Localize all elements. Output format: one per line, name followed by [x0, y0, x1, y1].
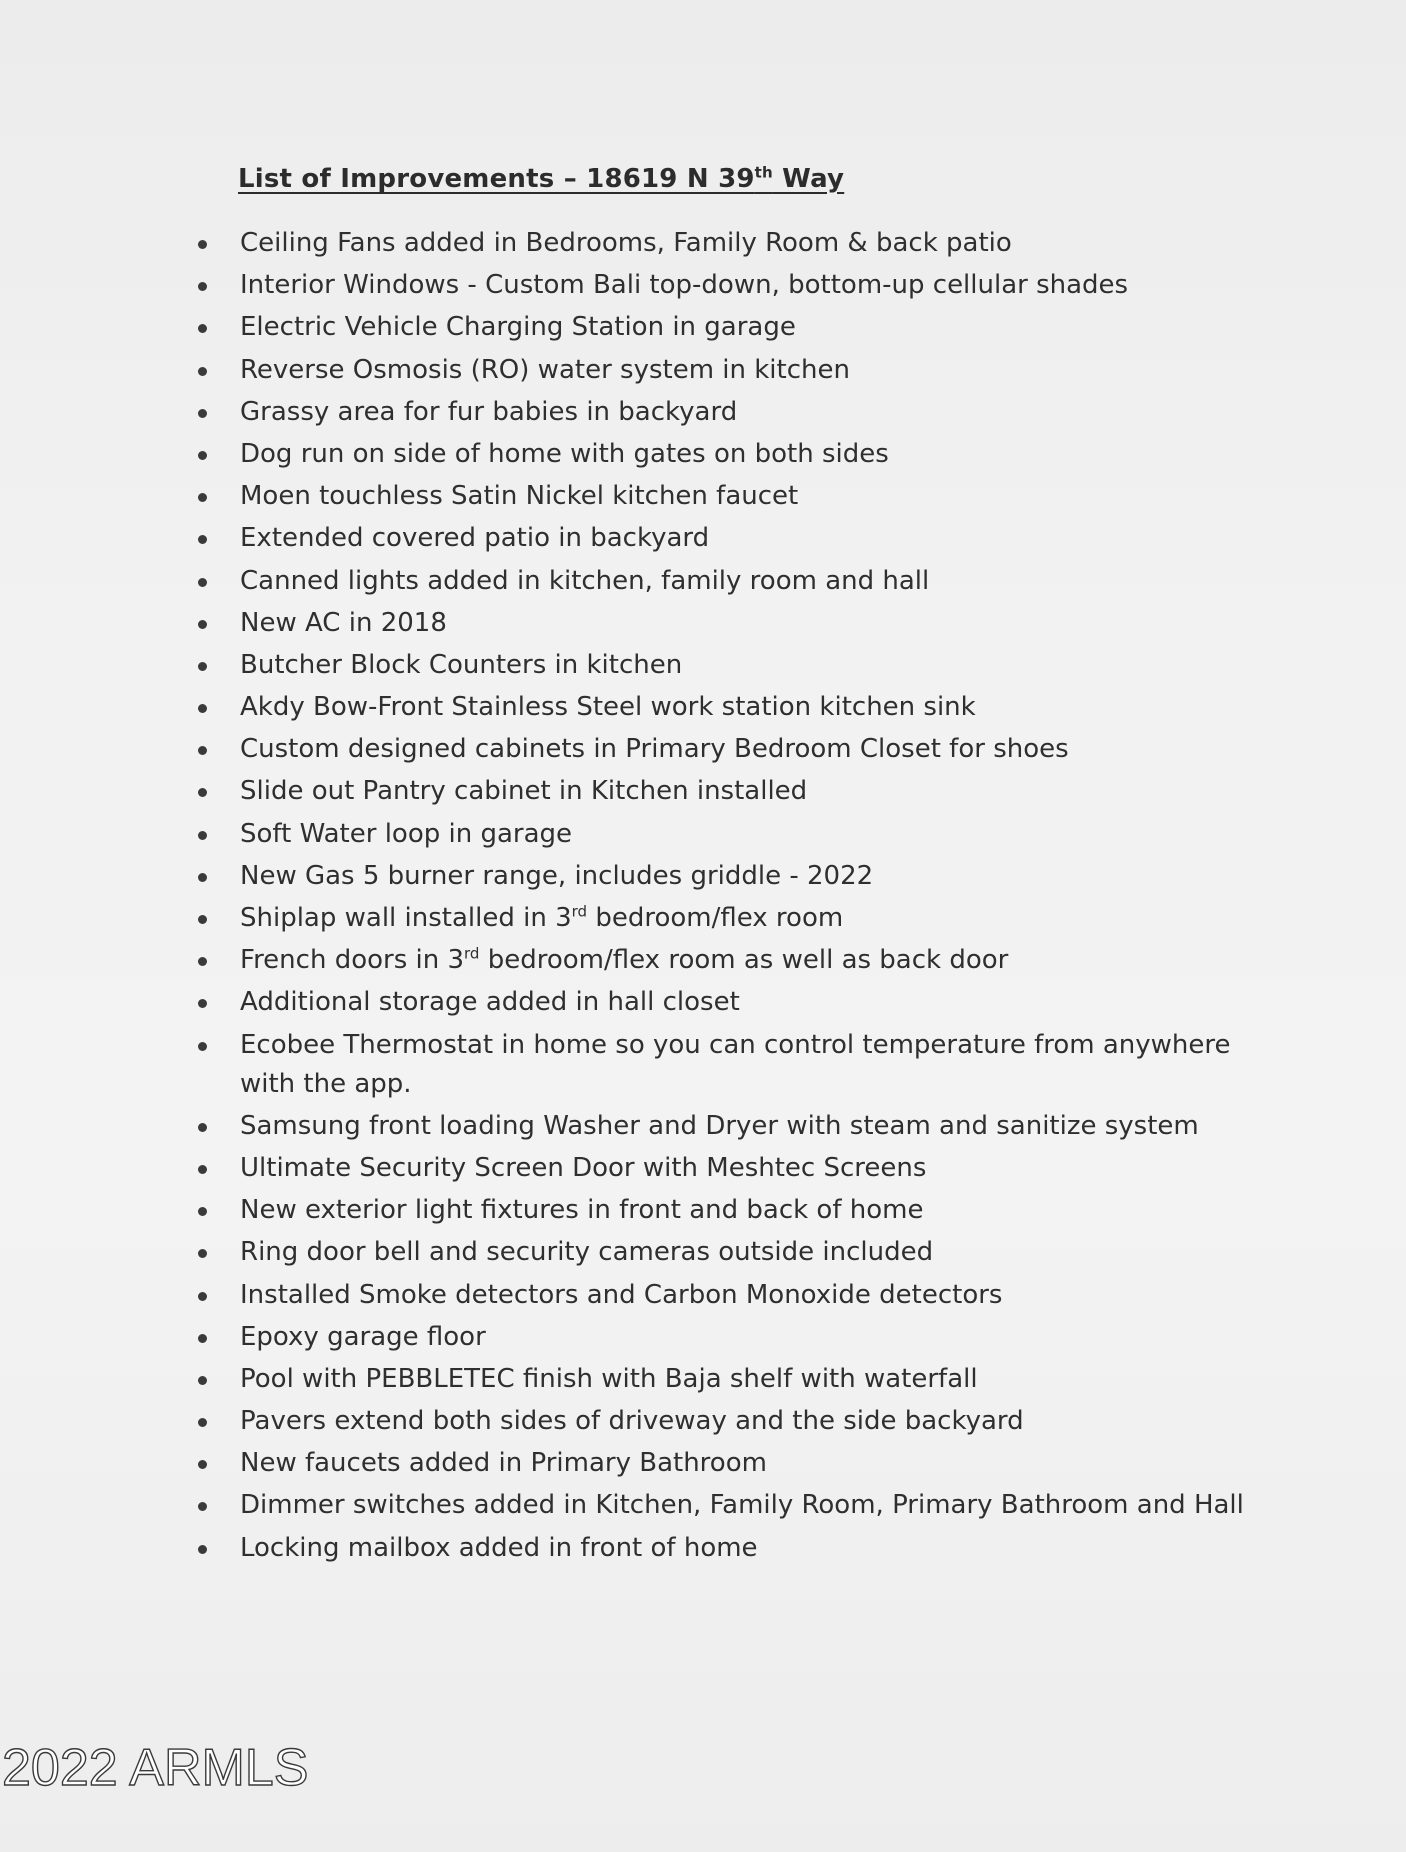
list-item — [198, 688, 1278, 727]
list-item-text: Akdy Bow-Front Stainless Steel work station kitchen sink — [240, 692, 976, 723]
list-item — [198, 393, 1278, 432]
bullet-icon — [198, 282, 207, 291]
list-item — [198, 1318, 1278, 1357]
list-item — [198, 1486, 1278, 1525]
list-item-text: Soft Water loop in garage — [240, 818, 573, 849]
bullet-icon — [198, 1249, 207, 1258]
bullet-icon — [198, 1545, 207, 1554]
list-item — [198, 308, 1278, 347]
list-item — [198, 1233, 1278, 1272]
list-item-text: Pool with PEBBLETEC finish with Baja shelf with waterfall — [240, 1363, 978, 1394]
list-item-text: Locking mailbox added in front of home — [240, 1532, 758, 1563]
list-item-text: Interior Windows - Custom Bali top-down, bottom-up cellular shades — [240, 270, 1129, 301]
list-item — [198, 266, 1278, 305]
list-item — [198, 1276, 1278, 1315]
list-item-text: Shiplap wall installed in 3 — [240, 903, 572, 933]
bullet-icon — [198, 957, 207, 966]
document-title — [238, 164, 844, 194]
bullet-icon — [198, 409, 207, 418]
list-item-text: Custom designed cabinets in Primary Bedroom Closet for shoes — [240, 734, 1069, 765]
bullet-icon — [198, 324, 207, 333]
bullet-icon — [198, 831, 207, 840]
list-item-text: Moen touchless Satin Nickel kitchen faucet — [240, 481, 799, 512]
bullet-icon — [198, 1207, 207, 1216]
bullet-icon — [198, 999, 207, 1008]
list-item-text: Ecobee Thermostat in home so you can control temperature from anywhere with the app. — [240, 1029, 1231, 1099]
list-item-text: Butcher Block Counters in kitchen — [240, 649, 683, 680]
bullet-icon — [198, 1418, 207, 1427]
list-item — [198, 1444, 1278, 1483]
list-item — [198, 983, 1278, 1022]
watermark: 2022 ARMLS — [2, 1739, 309, 1797]
list-item-text: New AC in 2018 — [240, 607, 447, 638]
list-item — [198, 941, 1278, 980]
list-item — [198, 1402, 1278, 1441]
list-item-text: New exterior light fixtures in front and back of home — [240, 1195, 924, 1226]
bullet-icon — [198, 704, 207, 713]
list-item — [198, 815, 1278, 854]
list-item — [198, 857, 1278, 896]
bullet-icon — [198, 367, 207, 376]
list-item-text: Additional storage added in hall closet — [240, 987, 740, 1018]
title-suffix: Way — [772, 164, 845, 194]
list-item-text: Slide out Pantry cabinet in Kitchen installed — [240, 776, 808, 807]
list-item — [198, 224, 1278, 263]
list-item-text: Reverse Osmosis (RO) water system in kitchen — [240, 354, 850, 385]
list-item-text: Dog run on side of home with gates on both sides — [240, 438, 889, 469]
bullet-icon — [198, 451, 207, 460]
bullet-icon — [198, 493, 207, 502]
list-item — [198, 1026, 1278, 1104]
list-item-superscript: rd — [464, 944, 480, 963]
title-superscript: th — [754, 163, 773, 182]
bullet-icon — [198, 746, 207, 755]
list-item — [198, 477, 1278, 516]
list-item — [198, 1107, 1278, 1146]
bullet-icon — [198, 1165, 207, 1174]
bullet-icon — [198, 578, 207, 587]
list-item — [198, 772, 1278, 811]
list-item — [198, 1191, 1278, 1230]
list-item-text: Ceiling Fans added in Bedrooms, Family Room & back patio — [240, 228, 1012, 258]
list-item — [198, 562, 1278, 601]
list-item-text: Extended covered patio in backyard — [240, 523, 710, 554]
list-item-text: Samsung front loading Washer and Dryer with steam and sanitize system — [240, 1110, 1199, 1141]
list-item-text: New Gas 5 burner range, includes griddle - 2022 — [240, 860, 874, 891]
list-item-text: French doors in 3 — [240, 945, 465, 976]
bullet-icon — [198, 662, 207, 671]
list-item-text: Ultimate Security Screen Door with Meshtec Screens — [240, 1152, 927, 1183]
list-item-text: Pavers extend both sides of driveway and the side backyard — [240, 1406, 1024, 1437]
list-item — [198, 604, 1278, 643]
bullet-icon — [198, 1460, 207, 1469]
list-item — [198, 351, 1278, 390]
list-item — [198, 646, 1278, 685]
bullet-icon — [198, 240, 207, 249]
list-item — [198, 899, 1278, 938]
list-item — [198, 730, 1278, 769]
bullet-icon — [198, 535, 207, 544]
list-item — [198, 1360, 1278, 1399]
improvements-list — [198, 224, 1278, 1571]
list-item-text: Grassy area for fur babies in backyard — [240, 396, 738, 427]
list-item-text: Installed Smoke detectors and Carbon Monoxide detectors — [240, 1279, 1003, 1310]
list-item-text: Ring door bell and security cameras outside included — [240, 1237, 934, 1268]
list-item-text-continued: bedroom/flex room — [587, 903, 844, 933]
bullet-icon — [198, 1123, 207, 1132]
list-item — [198, 519, 1278, 558]
bullet-icon — [198, 1292, 207, 1301]
list-item — [198, 1529, 1278, 1568]
bullet-icon — [198, 1334, 207, 1343]
list-item-text: Epoxy garage floor — [240, 1321, 486, 1352]
bullet-icon — [198, 1502, 207, 1511]
list-item-text: Electric Vehicle Charging Station in garage — [240, 312, 796, 343]
bullet-icon — [198, 1376, 207, 1385]
list-item-superscript: rd — [571, 902, 588, 921]
list-item-text: Dimmer switches added in Kitchen, Family Room, Primary Bathroom and Hall — [240, 1490, 1244, 1521]
bullet-icon — [198, 788, 207, 797]
bullet-icon — [198, 620, 207, 629]
bullet-icon — [198, 915, 207, 924]
list-item-text-continued: bedroom/flex room as well as back door — [479, 945, 1009, 976]
bullet-icon — [198, 873, 207, 882]
list-item-text: Canned lights added in kitchen, family room and hall — [240, 565, 930, 596]
list-item — [198, 1149, 1278, 1188]
title-prefix: List of Improvements – 18619 N 39 — [238, 164, 755, 194]
list-item-text: New faucets added in Primary Bathroom — [240, 1448, 767, 1479]
bullet-icon — [198, 1042, 207, 1051]
list-item — [198, 435, 1278, 474]
